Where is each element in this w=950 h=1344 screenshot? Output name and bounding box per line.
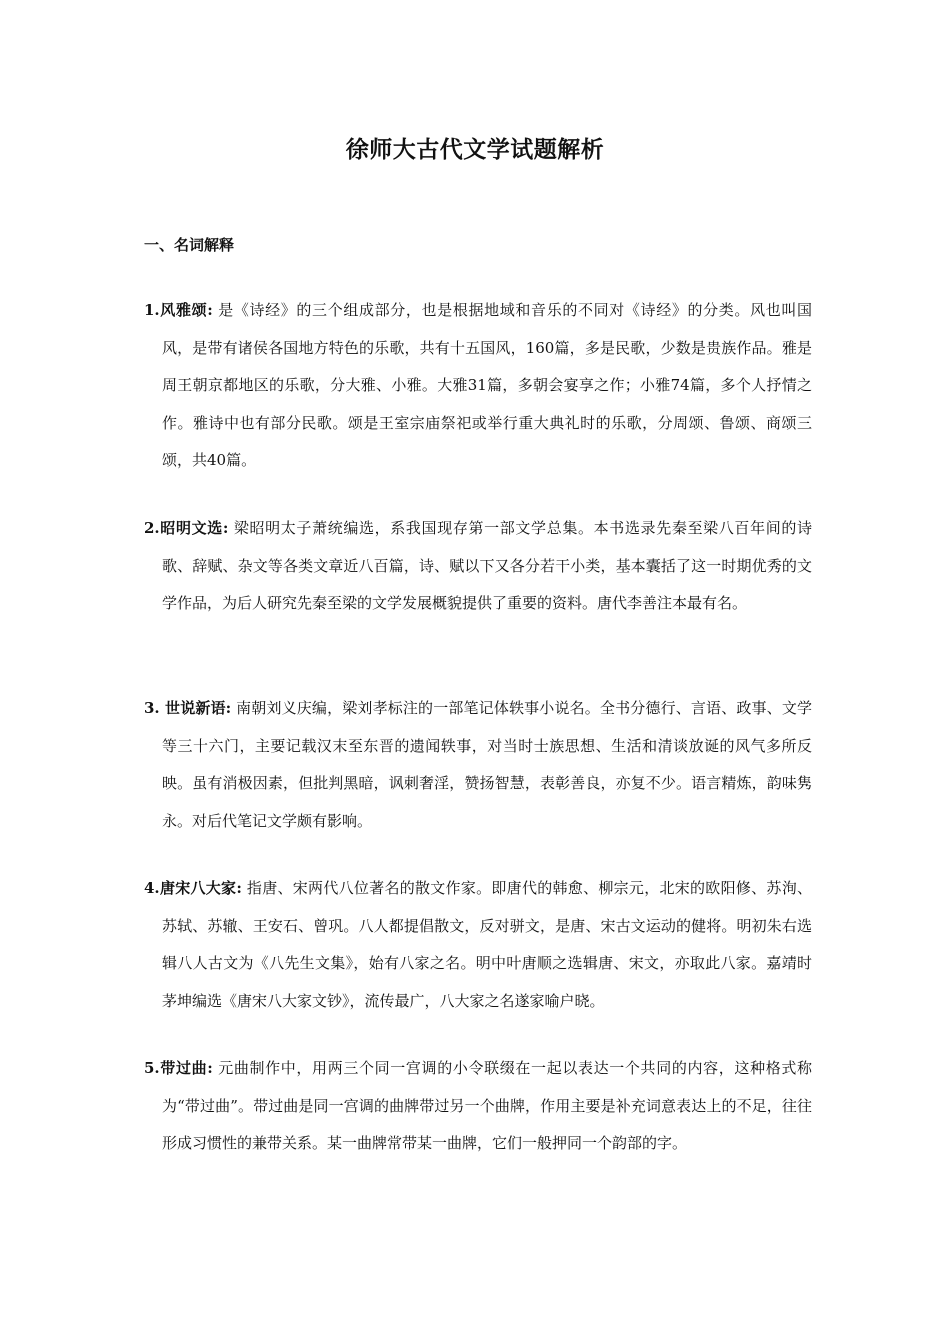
- entry-definition: 指唐、宋两代八位著名的散文作家。即唐代的韩愈、柳宗元，北宋的欧阳修、苏洵、苏轼、苏辙、王安石、曾巩。八人都提倡散文，反对骈文，是唐、宋古文运动的健将。明初朱右选辑八人古文为《八先生文集》，始有八家之名。明中叶唐顺之选辑唐、宋文，亦取此八家。嘉靖时茅坤编选《唐宋八大家文钞》，流传最广，八大家之名遂家喻户晓。: [162, 879, 812, 1010]
- term-entry-zhaoming-wenxuan: [144, 510, 812, 623]
- document-title: 徐师大古代文学试题解析: [345, 136, 605, 163]
- entry-term: 1.风雅颂:: [144, 301, 213, 319]
- entry-term: 4.唐宋八大家:: [144, 879, 242, 897]
- section-heading: 一、名词解释: [144, 236, 235, 254]
- term-entry-tang-song-badajia: [144, 870, 812, 1020]
- entry-definition: 梁昭明太子萧统编选，系我国现存第一部文学总集。本书选录先秦至梁八百年间的诗歌、辞赋、杂文等各类文章近八百篇，诗、赋以下又各分若干小类，基本囊括了这一时期优秀的文学作品，为后人研究先秦至梁的文学发展概貌提供了重要的资料。唐代李善注本最有名。: [162, 519, 812, 613]
- term-entry-daiguoqu: [144, 1050, 812, 1163]
- entry-definition: 是《诗经》的三个组成部分，也是根据地域和音乐的不同对《诗经》的分类。风也叫国风，是带有诸侯各国地方特色的乐歌，共有十五国风，160篇，多是民歌，少数是贵族作品。雅是周王朝京都地区的乐歌，分大雅、小雅。大雅31篇，多朝会宴享之作；小雅74篇，多个人抒情之作。雅诗中也有部分民歌。颂是王室宗庙祭祀或举行重大典礼时的乐歌，分周颂、鲁颂、商颂三颂，共40篇。: [162, 301, 812, 470]
- entry-term: 3. 世说新语:: [144, 699, 232, 717]
- entry-definition: 南朝刘义庆编，梁刘孝标注的一部笔记体轶事小说名。全书分德行、言语、政事、文学等三十六门，主要记载汉末至东晋的遗闻轶事，对当时士族思想、生活和清谈放诞的风气多所反映。虽有消极因素，但批判黑暗，讽刺奢淫，赞扬智慧，表彰善良，亦复不少。语言精炼，韵味隽永。对后代笔记文学颇有影响。: [162, 699, 812, 830]
- entry-definition: 元曲制作中，用两三个同一宫调的小令联缀在一起以表达一个共同的内容，这种格式称为“带过曲”。带过曲是同一宫调的曲牌带过另一个曲牌，作用主要是补充词意表达上的不足，往往形成习惯性的兼带关系。某一曲牌常带某一曲牌，它们一般押同一个韵部的字。: [162, 1059, 812, 1153]
- entry-term: 5.带过曲:: [144, 1059, 213, 1077]
- entry-term: 2.昭明文选:: [144, 519, 229, 537]
- term-entry-shishuo-xinyu: [144, 690, 812, 840]
- term-entry-feng-ya-song: [144, 292, 812, 480]
